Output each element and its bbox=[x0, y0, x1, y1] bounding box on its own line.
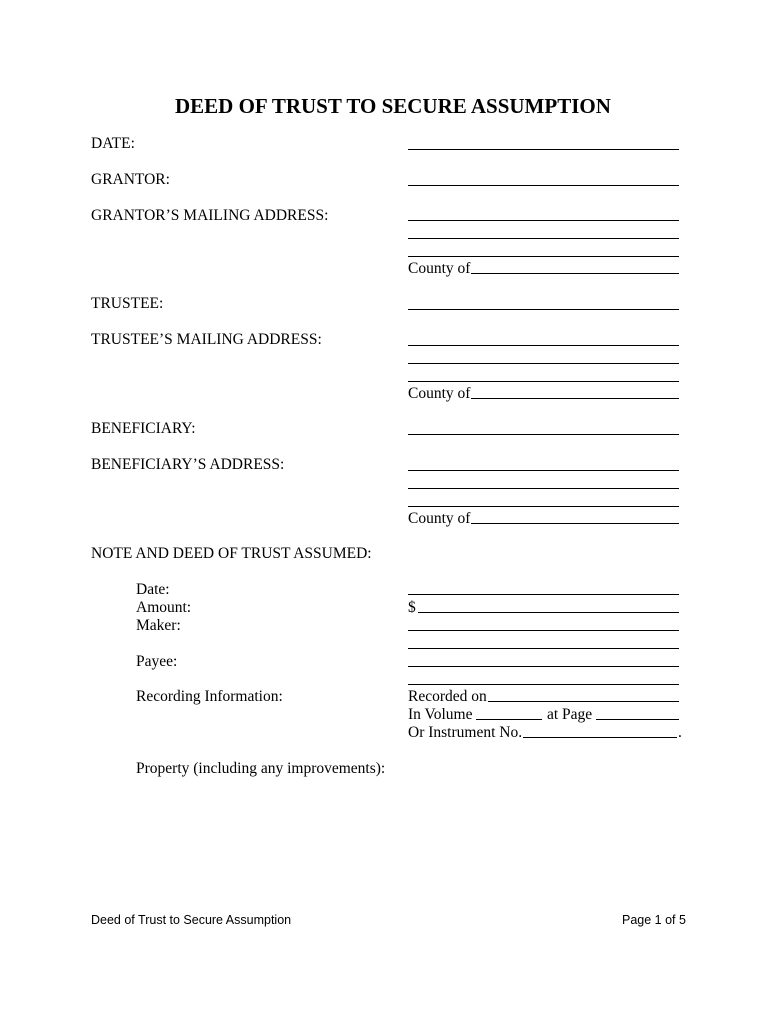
note-date-label: Date: bbox=[136, 581, 170, 598]
beneficiary-county-line[interactable] bbox=[471, 523, 679, 524]
date-line[interactable] bbox=[408, 149, 679, 150]
instrument-period: . bbox=[678, 724, 682, 741]
grantor-address-line-2[interactable] bbox=[408, 238, 679, 239]
grantor-address-line-1[interactable] bbox=[408, 220, 679, 221]
trustee-line[interactable] bbox=[408, 309, 679, 310]
grantor-address-line-3[interactable] bbox=[408, 256, 679, 257]
grantor-label: GRANTOR: bbox=[91, 171, 170, 188]
page-number: Page 1 of 5 bbox=[622, 913, 686, 927]
note-payee-line-1[interactable] bbox=[408, 666, 679, 667]
beneficiary-county-label: County of bbox=[408, 510, 471, 527]
beneficiary-address-line-2[interactable] bbox=[408, 488, 679, 489]
grantor-county-label: County of bbox=[408, 260, 471, 277]
beneficiary-label: BENEFICIARY: bbox=[91, 420, 196, 437]
footer-title: Deed of Trust to Secure Assumption bbox=[91, 913, 292, 927]
in-volume-line[interactable] bbox=[476, 719, 542, 720]
at-page-label: at Page bbox=[547, 706, 593, 723]
instrument-no-line[interactable] bbox=[523, 737, 677, 738]
trustee-county-label: County of bbox=[408, 385, 471, 402]
note-assumed-label: NOTE AND DEED OF TRUST ASSUMED: bbox=[91, 545, 372, 562]
instrument-no-label: Or Instrument No. bbox=[408, 724, 523, 741]
trustee-label: TRUSTEE: bbox=[91, 295, 164, 312]
page-title: DEED OF TRUST TO SECURE ASSUMPTION bbox=[175, 94, 611, 118]
in-volume-label: In Volume bbox=[408, 706, 473, 723]
at-page-line[interactable] bbox=[596, 719, 679, 720]
trustee-address-label: TRUSTEE’S MAILING ADDRESS: bbox=[91, 331, 322, 348]
note-maker-line-2[interactable] bbox=[408, 648, 679, 649]
recorded-on-line[interactable] bbox=[488, 701, 679, 702]
recording-info-label: Recording Information: bbox=[136, 688, 283, 705]
grantor-address-label: GRANTOR’S MAILING ADDRESS: bbox=[91, 207, 329, 224]
note-payee-line-2[interactable] bbox=[408, 684, 679, 685]
trustee-address-line-1[interactable] bbox=[408, 345, 679, 346]
note-maker-line-1[interactable] bbox=[408, 630, 679, 631]
grantor-line[interactable] bbox=[408, 185, 679, 186]
property-label: Property (including any improvements): bbox=[136, 760, 386, 777]
note-date-line[interactable] bbox=[408, 594, 679, 595]
recorded-on-label: Recorded on bbox=[408, 688, 487, 705]
beneficiary-address-label: BENEFICIARY’S ADDRESS: bbox=[91, 456, 285, 473]
beneficiary-address-line-1[interactable] bbox=[408, 470, 679, 471]
dollar-sign: $ bbox=[408, 599, 416, 616]
beneficiary-address-line-3[interactable] bbox=[408, 506, 679, 507]
trustee-county-line[interactable] bbox=[471, 398, 679, 399]
note-payee-label: Payee: bbox=[136, 653, 178, 670]
grantor-county-line[interactable] bbox=[471, 273, 679, 274]
note-maker-label: Maker: bbox=[136, 617, 181, 634]
trustee-address-line-2[interactable] bbox=[408, 363, 679, 364]
trustee-address-line-3[interactable] bbox=[408, 381, 679, 382]
note-amount-label: Amount: bbox=[136, 599, 192, 616]
note-amount-line[interactable] bbox=[418, 612, 679, 613]
beneficiary-line[interactable] bbox=[408, 434, 679, 435]
date-label: DATE: bbox=[91, 135, 135, 152]
